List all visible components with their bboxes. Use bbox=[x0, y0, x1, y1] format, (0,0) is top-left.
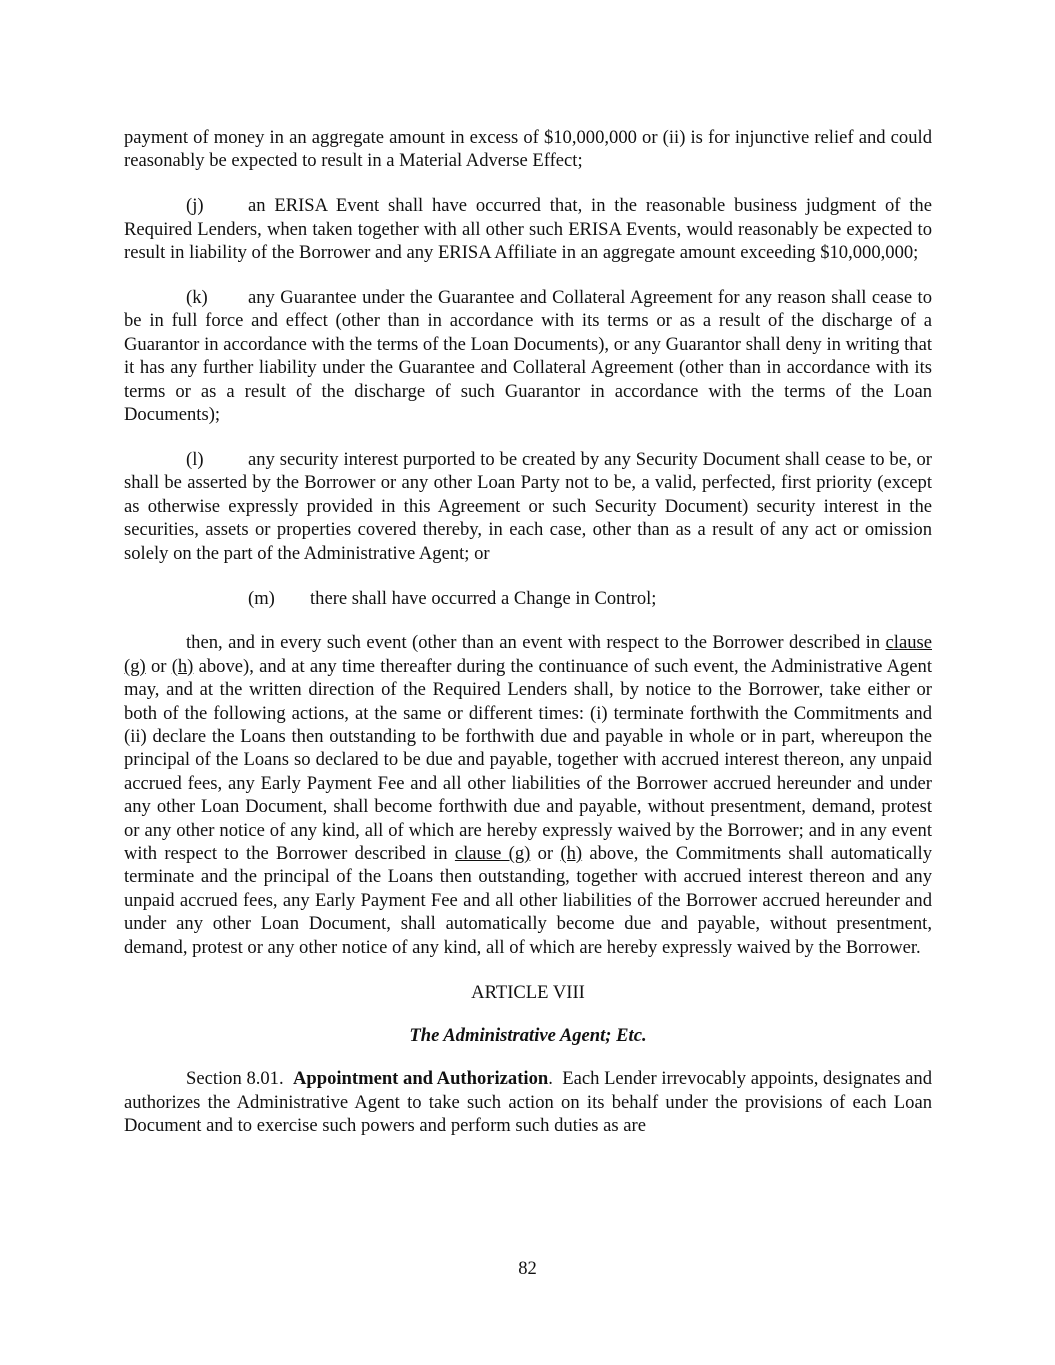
clause-h-reference: (h) bbox=[171, 655, 194, 677]
document-body bbox=[124, 126, 932, 1159]
page-number: 82 bbox=[518, 1258, 537, 1279]
clause-m bbox=[248, 587, 932, 610]
clause-g-reference: clause (g) bbox=[454, 843, 531, 865]
article-title: The Administrative Agent; Etc. bbox=[409, 1025, 647, 1046]
clause-text: any security interest purported to be created by any Security Document shall cease to be, or shall be asserted by the Borrower or any other Loan Party not to be, a valid, perfected, first priority (except as otherwise expressly provided in this Agreement or such Security Document) security interest in the securities, assets or properties covered thereby, in each case, other than as a result of any act or omission solely on the part of the Administrative Agent; or bbox=[124, 448, 932, 564]
clause-j bbox=[124, 194, 932, 264]
intro-paragraph: payment of money in an aggregate amount in excess of $10,000,000 or (ii) is for injunctive relief and could reasonably be expected to result in a Material Adverse Effect; bbox=[124, 127, 932, 172]
clause-l bbox=[124, 448, 932, 565]
clause-text: any Guarantee under the Guarantee and Collateral Agreement for any reason shall cease to be in full force and effect (other than in accordance with its terms or as a result of the discharge of a Guarantor in accordance with the terms of the Loan Documents), or any Guarantor shall deny in writing that it has any further liability under the Guarantee and Collateral Agreement (other than in accordance with its terms or as a result of the discharge of such Guarantor in accordance with the terms of the Loan Documents); bbox=[124, 287, 932, 426]
remedies-text-2: or bbox=[145, 655, 172, 677]
clause-label: (k) bbox=[186, 287, 208, 309]
section-number: Section 8.01. bbox=[186, 1068, 284, 1090]
clause-h-reference: (h) bbox=[560, 843, 583, 865]
clause-label: (l) bbox=[186, 448, 204, 470]
clause-k bbox=[124, 286, 932, 426]
article-heading: ARTICLE VIII bbox=[471, 981, 585, 1003]
remedies-text-5: above, the Commitments shall automatically terminate and the principal of the Loans then outstanding, together with accrued interest thereon and any unpaid accrued fees, any Early Payment Fee and all other liabilities of the Borrower accrued hereunder and under any other Loan Document, shall automatically become due and payable, without presentment, demand, protest or any other notice of any kind, all of which are hereby expressly waived by the Borrower. bbox=[124, 843, 932, 958]
clause-g-reference: clause (g) bbox=[124, 632, 932, 677]
clause-text: there shall have occurred a Change in Control; bbox=[310, 587, 657, 609]
section-title: Appointment and Authorization bbox=[292, 1068, 549, 1090]
clause-text: an ERISA Event shall have occurred that, in the reasonable business judgment of the Required Lenders, when taken together with all other such ERISA Events, would reasonably be expected to result in liability of the Borrower and any ERISA Affiliate in an aggregate amount exceeding $10,000,000; bbox=[124, 195, 932, 264]
remedies-paragraph bbox=[124, 631, 932, 959]
section-8-01: Section 8.01. Appointment and Authorization. Each Lender irrevocably appoints, designates and authorizes the Administrative Agent to take such action on its behalf under the provisions of each Loan Document and to exercise such powers and perform such duties as are bbox=[124, 1068, 933, 1137]
remedies-text-3: above), and at any time thereafter during the continuance of such event, the Administrative Agent may, and at the written direction of the Required Lenders shall, by notice to the Borrower, take either or both of the following actions, at the same or different times: (i) terminate forthwith the Commitments and (ii) declare the Loans then outstanding to be forthwith due and payable in whole or in part, whereupon the principal of the Loans so declared to be due and payable, together with accrued interest thereon, any unpaid accrued fees, any Early Payment Fee and all other liabilities of the Borrower accrued hereunder and under any other Loan Document, shall become forthwith due and payable, without presentment, demand, protest or any other notice of any kind, all of which are hereby expressly waived by the Borrower; and in any event with respect to the Borrower described in bbox=[124, 655, 932, 865]
remedies-text-4: or bbox=[530, 843, 561, 865]
remedies-text-1: then, and in every such event (other than an event with respect to the Borrower described in bbox=[186, 632, 886, 654]
clause-label: (m) bbox=[248, 587, 275, 609]
clause-label: (j) bbox=[186, 195, 204, 217]
section-text: Each Lender irrevocably appoints, designates and authorizes the Administrative Agent to take such action on its behalf under the provisions of each Loan Document and to exercise such powers and perform such duties as are bbox=[124, 1068, 933, 1137]
